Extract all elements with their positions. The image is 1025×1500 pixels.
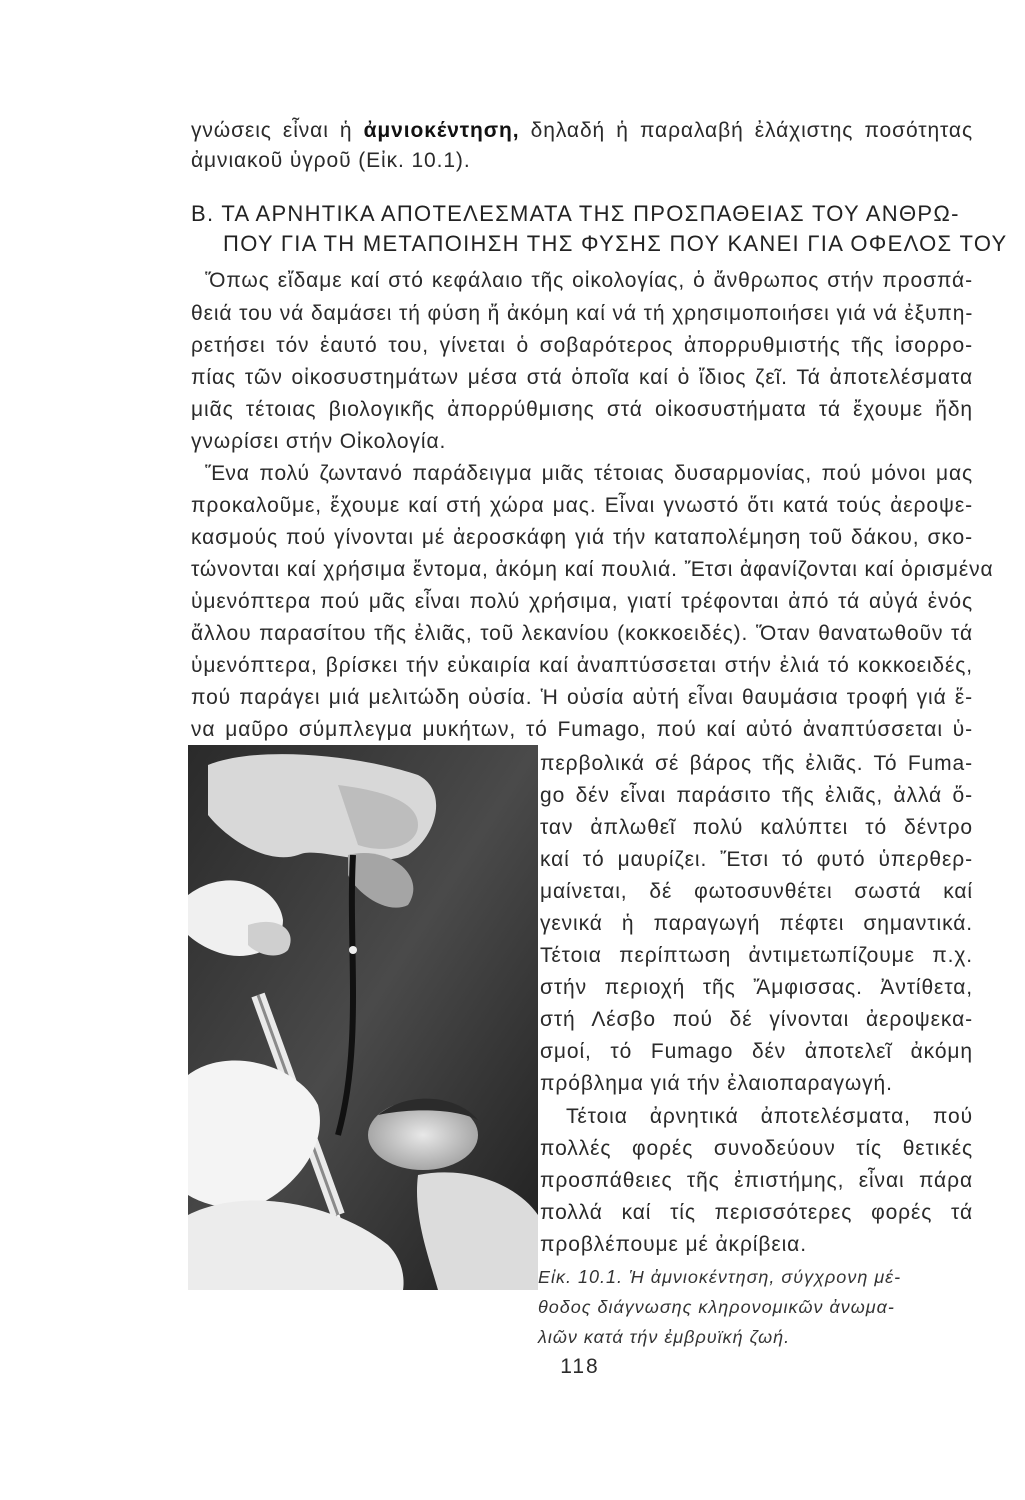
paragraph-2-narrow-line: ταν ἀπλωθεῖ πολύ καλύπτει τό δέντρο	[540, 816, 973, 839]
paragraph-2-narrow-line: γενικά ἡ παραγωγή πέφτει σημαντικά.	[540, 912, 973, 935]
figure-caption-line: θοδος διάγνωσης κληρονομικῶν ἀνωμα-	[538, 1297, 895, 1317]
paragraph-2-line: κασμούς πού γίνονται μέ ἀεροσκάφη γιά τήν καταπολέμηση τοῦ δάκου, σκο-	[191, 526, 973, 549]
paragraph-2-narrow-line: περβολικά σέ βάρος τῆς ἐλιᾶς. Τό Fuma-	[540, 752, 973, 775]
paragraph-1-line: θειά του νά δαμάσει τή φύση ἤ ἀκόμη καί νά τή χρησιμοποιήσει γιά νά ἐξυπη-	[191, 302, 974, 325]
intro-line-2: ἀμνιακοῦ ὑγροῦ (Εἰκ. 10.1).	[191, 149, 471, 172]
paragraph-2-line: ἄλλου παρασίτου τῆς ἐλιᾶς, τοῦ λεκανίου (κοκκοειδές). Ὅταν θανατωθοῦν τά	[191, 622, 973, 645]
paragraph-2-line: τώνονται καί χρήσιμα ἔντομα, ἀκόμη καί πουλιά. Ἔτσι ἀφανίζονται καί ὁρισμένα	[191, 558, 994, 581]
paragraph-2-narrow-line: Τέτοια περίπτωση ἀντιμετωπίζουμε π.χ.	[540, 944, 973, 967]
paragraph-1-line: γνωρίσει στήν Οἰκολογία.	[191, 430, 447, 453]
paragraph-2-line: πού παράγει μιά μελιτώδη οὐσία. Ἡ οὐσία αὐτή εἶναι θαυμάσια τροφή γιά ἕ-	[191, 686, 973, 709]
intro-line-1	[191, 118, 973, 144]
paragraph-2-line: προκαλοῦμε, ἔχουμε καί στή χώρα μας. Εἶναι γνωστό ὅτι κατά τούς ἀεροψε-	[191, 494, 973, 517]
paragraph-1-line: ρετήσει τόν ἑαυτό του, γίνεται ὁ σοβαρότερος ἀπορρυθμιστής τῆς ἰσορρο-	[191, 334, 973, 357]
intro-text-post: δηλαδή ἡ παραλαβή ἐλάχιστης ποσότητας	[530, 119, 973, 142]
paragraph-2-line: ὑμενόπτερα, βρίσκει τήν εὐκαιρία καί ἀναπτύσσεται στήν ἐλιά τό κοκκοειδές,	[191, 654, 973, 677]
intro-text-pre: γνώσεις εἶναι ἡ	[191, 119, 353, 142]
paragraph-3-line: πολλά καί τίς περισσότερες φορές τά	[540, 1201, 973, 1224]
paragraph-1-line: μιᾶς τέτοιας βιολογικῆς ἀπορρύθμισης στά οἰκοσυστήματα τά ἔχουμε ἤδη	[191, 398, 973, 421]
paragraph-2-narrow-line: μαίνεται, δέ φωτοσυνθέτει σωστά καί	[540, 880, 973, 903]
paragraph-2-narrow-line: καί τό μαυρίζει. Ἔτσι τό φυτό ὑπερθερ-	[540, 848, 973, 871]
paragraph-2-line: ὑμενόπτερα πού μᾶς εἶναι πολύ χρήσιμα, γιατί τρέφονται ἀπό τά αὐγά ἑνός	[191, 590, 973, 613]
paragraph-2-line: Ἕνα πολύ ζωντανό παράδειγμα μιᾶς τέτοιας δυσαρμονίας, πού μόνοι μας	[205, 462, 973, 485]
paragraph-3-line: πολλές φορές συνοδεύουν τίς θετικές	[540, 1137, 973, 1160]
paragraph-2-narrow-line: στή Λέσβο πού δέ γίνονται ἀεροψεκα-	[540, 1008, 973, 1031]
figure-caption-line: Εἰκ. 10.1. Ἡ ἀμνιοκέντηση, σύγχρονη μέ-	[538, 1267, 902, 1287]
paragraph-2-narrow-line: πρόβλημα γιά τήν ἐλαιοπαραγωγή.	[540, 1072, 893, 1095]
paragraph-2-narrow-line: σμοί, τό Fumago δέν ἀποτελεῖ ἀκόμη	[540, 1040, 973, 1063]
section-heading-line-2: ΠΟΥ ΓΙΑ ΤΗ ΜΕΤΑΠΟΙΗΣΗ ΤΗΣ ΦΥΣΗΣ ΠΟΥ ΚΑΝΕΙ ΓΙΑ ΟΦΕΛΟΣ ΤΟΥ	[223, 231, 1008, 256]
section-heading-line-1: Β. ΤΑ ΑΡΝΗΤΙΚΑ ΑΠΟΤΕΛΕΣΜΑΤΑ ΤΗΣ ΠΡΟΣΠΑΘΕΙΑΣ ΤΟΥ ΑΝΘΡΩ-	[191, 201, 960, 226]
page-number: 118	[560, 1355, 600, 1378]
paragraph-2-line: να μαῦρο σύμπλεγμα μυκήτων, τό Fumago, πού καί αὐτό ἀναπτύσσεται ὑ-	[191, 718, 973, 741]
paragraph-2-narrow-line: go δέν εἶναι παράσιτο τῆς ἐλιᾶς, ἀλλά ὅ-	[540, 784, 973, 807]
paragraph-2-narrow-line: στήν περιοχή τῆς Ἄμφισσας. Ἀντίθετα,	[540, 976, 973, 999]
amniocentesis-photo	[188, 745, 538, 1290]
paragraph-1-line: πίας τῶν οἰκοσυστημάτων μέσα στά ὁποῖα καί ὁ ἴδιος ζεῖ. Τά ἀποτελέσματα	[191, 366, 973, 389]
paragraph-3-line: προβλέπουμε μέ ἀκρίβεια.	[540, 1233, 807, 1256]
paragraph-3-line: Τέτοια ἀρνητικά ἀποτελέσματα, πού	[566, 1105, 973, 1128]
paragraph-1-line: Ὅπως εἴδαμε καί στό κεφάλαιο τῆς οἰκολογίας, ὁ ἄνθρωπος στήν προσπά-	[205, 269, 973, 292]
paragraph-3-line: προσπάθειες τῆς ἐπιστήμης, εἶναι πάρα	[540, 1169, 973, 1192]
figure-caption-line: λιῶν κατά τήν ἐμβρυϊκή ζωή.	[538, 1327, 791, 1347]
amniocentesis-term: ἀμνιοκέντηση,	[363, 119, 520, 142]
